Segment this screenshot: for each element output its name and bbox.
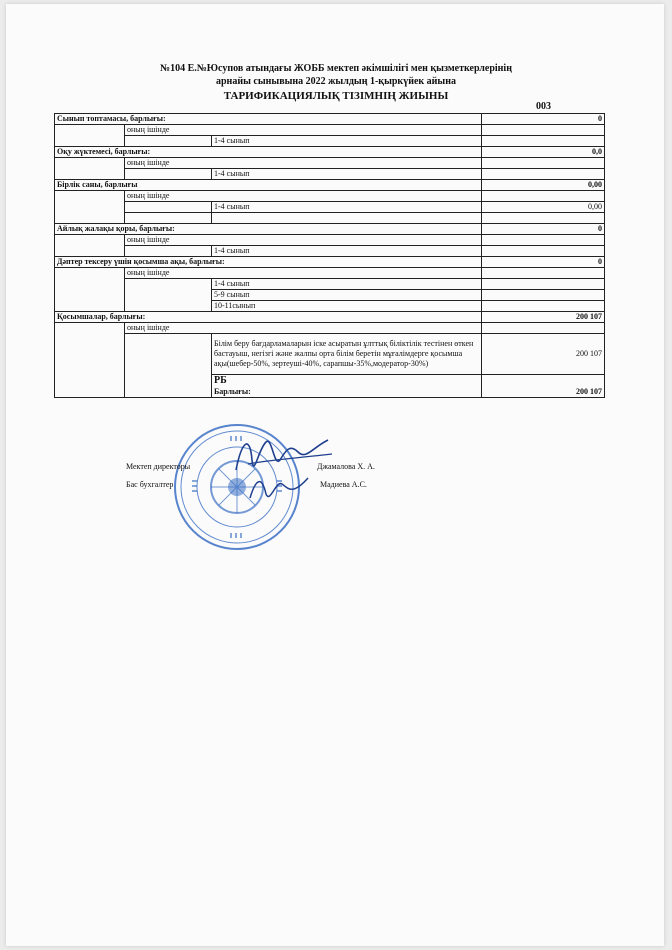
row-label: 1-4 сынып (212, 279, 482, 290)
section-label: Бірлік саны, барлығы (55, 180, 482, 191)
section-value: 0 (482, 114, 605, 125)
document-title: ТАРИФИКАЦИЯЛЫҚ ТІЗІМНІҢ ЖИЫНЫ (223, 90, 449, 102)
subheading: оның ішінде (125, 158, 482, 169)
table-row (55, 224, 605, 235)
row-label: 1-4 сынып (212, 246, 482, 257)
table-row (55, 279, 605, 290)
table-row (55, 158, 605, 169)
table-row (55, 235, 605, 246)
subheading: оның ішінде (125, 323, 482, 334)
row-label: 1-4 сынып (212, 169, 482, 180)
document-code: 003 (536, 101, 551, 112)
table-row (55, 268, 605, 279)
row-label: Білім беру бағдарламаларын іске асыратын ұлттық біліктілік тестінен өткен бастауыш, негізгі және жалпы орта білім беретін мұғалімдерге қосымша ақы(шебер-50%, зертеуші-40%, сарапшы-35%,модератор-30%) (212, 334, 482, 375)
row-value: 0,00 (482, 202, 605, 213)
section-label: Қосымшалар, барлығы: (55, 312, 482, 323)
table-row (55, 334, 605, 375)
accountant-name: Мадиева А.С. (320, 480, 367, 489)
table-row (55, 323, 605, 334)
table-row (55, 180, 605, 191)
row-label: 10-11сынып (212, 301, 482, 312)
row-value: 200 107 (482, 334, 605, 375)
table-row (55, 202, 605, 213)
table-row (55, 169, 605, 180)
table-row (55, 125, 605, 136)
section-value: 0,0 (482, 147, 605, 158)
table-row (55, 147, 605, 158)
section-value: 0 (482, 257, 605, 268)
section-label: Сынып топтамасы, барлығы: (55, 114, 482, 125)
budget-label: РБ (212, 375, 482, 388)
tarification-table (54, 113, 605, 398)
director-name: Джамалова Х. А. (317, 462, 375, 471)
section-label: Дәптер тексеру үшін қосымша ақы, барлығы: (55, 257, 482, 268)
document-header (6, 62, 664, 103)
table-row (55, 246, 605, 257)
table-row (55, 213, 605, 224)
table-row (55, 136, 605, 147)
table-row (55, 191, 605, 202)
table-row (55, 114, 605, 125)
document-page (6, 4, 664, 946)
header-line-1: №104 Е.№Юсупов атындағы ЖОББ мектеп әкімшілігі мен қызметкерлерінің (160, 63, 512, 74)
director-title: Мектеп директоры (126, 462, 191, 471)
header-line-2: арнайы сынывына 2022 жылдың 1-қыркүйек айына (216, 76, 456, 87)
subheading: оның ішінде (125, 268, 482, 279)
subheading: оның ішінде (125, 191, 482, 202)
section-value: 0 (482, 224, 605, 235)
subheading: оның ішінде (125, 125, 482, 136)
section-value: 0,00 (482, 180, 605, 191)
table-row (55, 312, 605, 323)
total-value: 200 107 (482, 387, 605, 398)
row-label: 1-4 сынып (212, 136, 482, 147)
section-label: Айлық жалақы қоры, барлығы: (55, 224, 482, 235)
section-value: 200 107 (482, 312, 605, 323)
table-row (55, 257, 605, 268)
total-label: Барлығы: (212, 387, 482, 398)
row-label: 1-4 сынып (212, 202, 482, 213)
accountant-title: Бас бухгалтер (126, 480, 174, 489)
accountant-signature (244, 470, 314, 510)
subheading: оның ішінде (125, 235, 482, 246)
section-label: Оқу жүктемесі, барлығы: (55, 147, 482, 158)
row-label: 5-9 сынып (212, 290, 482, 301)
